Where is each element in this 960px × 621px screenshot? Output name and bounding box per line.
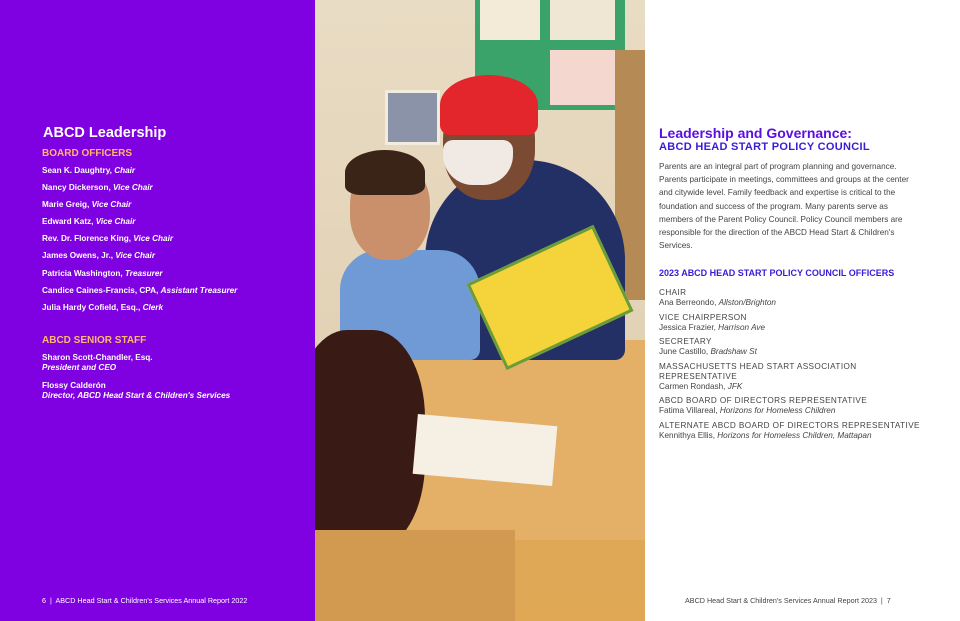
staff-member: Flossy Calderón Director, ABCD Head Start & Children's Services: [42, 381, 231, 400]
classroom-photo: [315, 0, 645, 621]
officers-heading: 2023 ABCD HEAD START POLICY COUNCIL OFFICERS: [659, 268, 895, 278]
leadership-title: ABCD Leadership: [43, 125, 167, 141]
right-footer: ABCD Head Start & Children's Services Annual Report 2023 | 7: [685, 596, 891, 605]
board-officers-heading: BOARD OFFICERS: [42, 148, 132, 159]
governance-title: Leadership and Governance:: [659, 125, 852, 141]
senior-staff-heading: ABCD SENIOR STAFF: [42, 335, 147, 346]
board-list: [42, 162, 237, 316]
board-member: Marie Greig, Vice Chair: [42, 200, 132, 210]
left-footer: 6 | ABCD Head Start & Children's Services Annual Report 2022: [42, 596, 248, 605]
board-member: Sean K. Daughtry, Chair: [42, 166, 136, 175]
left-page: [0, 0, 315, 621]
board-member: Rev. Dr. Florence King, Vice Chair: [42, 234, 174, 244]
policy-council-subtitle: ABCD HEAD START POLICY COUNCIL: [659, 141, 870, 153]
board-member: James Owens, Jr., Vice Chair: [42, 251, 156, 261]
board-member: Edward Katz, Vice Chair: [42, 217, 136, 227]
officers-list: [659, 288, 920, 445]
officer: ABCD BOARD OF DIRECTORS REPRESENTATIVE Fatima Villareal, Horizons for Homeless Children: [659, 396, 868, 415]
officer: ALTERNATE ABCD BOARD OF DIRECTORS REPRESENTATIVE Kennithya Ellis, Horizons for Homeless Children, Mattapan: [659, 420, 920, 440]
staff-member: Sharon Scott-Chandler, Esq. President and CEO: [42, 353, 153, 372]
board-member: Candice Caines-Francis, CPA, Assistant Treasurer: [42, 285, 238, 295]
board-member: Julia Hardy Cofield, Esq., Clerk: [42, 302, 164, 312]
officer: SECRETARY June Castillo, Bradshaw St: [659, 337, 757, 356]
officer: CHAIR Ana Berreondo, Allston/Brighton: [659, 288, 776, 307]
intro-paragraph: Parents are an integral part of program planning and governance. Parents participate in meetings, committees and groups at the center and citywide level. Family feedback and expertise is critical to the foundation and success of the program. Many parents serve as members of the Parent Policy Council. Policy Council members are responsible for the direction of the ABCD Head Start & Children's Services.: [659, 162, 909, 251]
officer: MASSACHUSETTS HEAD START ASSOCIATION REPRESENTATIVE Carmen Rondash, JFK: [659, 361, 857, 391]
board-member: Nancy Dickerson, Vice Chair: [42, 183, 153, 193]
board-member: Patricia Washington, Treasurer: [42, 268, 163, 278]
officer: VICE CHAIRPERSON Jessica Frazier, Harrison Ave: [659, 312, 766, 332]
